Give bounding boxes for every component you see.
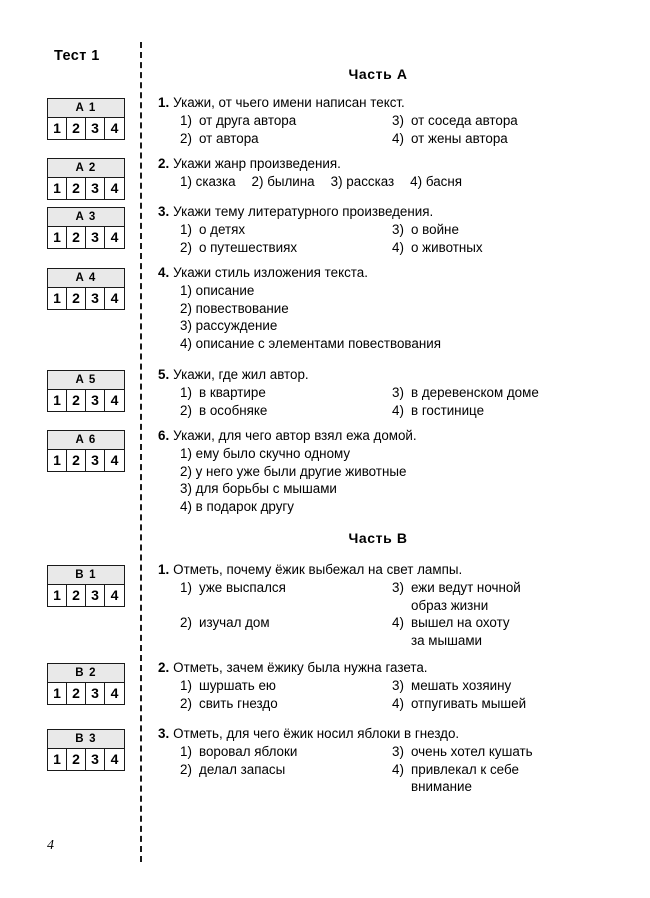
answer-option-cell[interactable]: 4 <box>110 452 119 468</box>
option-marker: 3) <box>392 744 404 759</box>
answer-option[interactable]: 4) в подарок другу <box>180 498 294 514</box>
question-number: 2. <box>158 660 170 675</box>
answer-option[interactable] <box>392 743 628 761</box>
question-options <box>158 445 628 515</box>
answer-option-cell[interactable]: 2 <box>67 118 86 139</box>
option-text: сказка <box>195 174 236 189</box>
question-b-1 <box>158 561 628 649</box>
option-row <box>180 743 628 761</box>
option-text: в деревенском доме <box>411 385 539 400</box>
answer-option[interactable] <box>180 174 236 189</box>
question-number: 4. <box>158 265 170 280</box>
answer-box-label: A 5 <box>48 371 124 390</box>
question-stem <box>158 155 628 172</box>
option-row <box>180 695 628 713</box>
question-a-4 <box>158 264 628 352</box>
option-marker: 1) <box>180 113 192 128</box>
option-marker: 4) <box>410 174 423 189</box>
question-a-2 <box>158 155 628 191</box>
option-text: шуршать ею <box>199 678 276 693</box>
option-text: рассказ <box>346 174 395 189</box>
option-marker: 3) <box>392 222 404 237</box>
answer-box-label: A 4 <box>48 269 124 288</box>
answer-option[interactable]: 3) рассуждение <box>180 318 278 333</box>
option-marker: 1) <box>180 222 192 237</box>
question-a-3 <box>158 203 628 256</box>
question-stem <box>158 659 628 676</box>
option-row <box>180 579 628 614</box>
part-heading-a: Часть А <box>348 66 408 82</box>
page-number: 4 <box>47 838 54 853</box>
answer-option[interactable]: 3) для борьбы с мышами <box>180 481 337 496</box>
answer-option-cell[interactable]: 2 <box>67 749 86 770</box>
answer-option[interactable] <box>180 614 392 649</box>
answer-box-b1[interactable] <box>47 565 125 607</box>
option-text: в квартире <box>199 385 266 400</box>
answer-box-label: B 3 <box>48 730 124 749</box>
answer-box-a6[interactable] <box>47 430 125 472</box>
option-text: вышел на охоту <box>411 615 510 630</box>
question-stem <box>158 366 628 383</box>
question-text: Укажи, от чьего имени написан текст. <box>173 95 405 110</box>
option-marker: 4) <box>392 130 404 146</box>
option-text: изучал дом <box>199 615 270 630</box>
option-marker: 3) <box>392 113 404 128</box>
option-marker: 2) <box>251 174 264 189</box>
question-text: Отметь, почему ёжик выбежал на свет лампы. <box>173 562 463 577</box>
answer-box-cells <box>48 390 124 411</box>
answer-option[interactable] <box>392 402 628 420</box>
answer-box-cells <box>48 288 124 309</box>
option-row <box>180 614 628 649</box>
answer-box-label: A 2 <box>48 159 124 178</box>
answer-box-cells <box>48 450 124 471</box>
answer-option[interactable]: 4) описание с элементами повествования <box>180 335 441 351</box>
answer-option[interactable] <box>392 761 628 796</box>
option-marker: 2) <box>180 130 192 146</box>
option-text: от соседа автора <box>411 113 518 128</box>
question-b-2 <box>158 659 628 712</box>
answer-box-cells <box>48 683 124 704</box>
answer-box-cells <box>48 227 124 248</box>
answer-box-label: A 3 <box>48 208 124 227</box>
answer-option[interactable] <box>180 239 392 257</box>
answer-option-cell[interactable]: 3 <box>86 178 105 199</box>
option-marker: 2) <box>180 402 192 418</box>
option-text: отпугивать мышей <box>411 695 527 711</box>
part-heading-b: Часть В <box>348 530 408 546</box>
option-row <box>180 112 628 130</box>
answer-option[interactable] <box>180 695 392 713</box>
option-marker: 4) <box>392 695 404 711</box>
answer-box-cells <box>48 178 124 199</box>
option-text: о путешествиях <box>199 239 298 255</box>
option-marker: 1) <box>180 744 192 759</box>
option-text: уже выспался <box>199 580 286 595</box>
answer-option-cell[interactable]: 3 <box>86 749 105 770</box>
question-number: 6. <box>158 428 170 443</box>
option-marker: 1) <box>180 174 192 189</box>
option-marker: 1) <box>180 580 192 595</box>
answer-option-cell[interactable]: 3 <box>86 585 105 606</box>
question-options <box>158 112 628 147</box>
question-b-3 <box>158 725 628 796</box>
option-marker: 2) <box>180 615 192 630</box>
question-a-5 <box>158 366 628 419</box>
answer-option-cell[interactable]: 4 <box>110 751 119 767</box>
question-stem <box>158 203 628 220</box>
answer-option[interactable] <box>180 221 392 239</box>
option-text: привлекал к себе <box>411 761 519 777</box>
option-text: от автора <box>199 130 259 146</box>
option-text: свить гнездо <box>199 695 278 711</box>
question-text: Отметь, для чего ёжик носил яблоки в гнездо. <box>173 726 460 741</box>
option-text: мешать хозяину <box>411 678 512 693</box>
option-row <box>180 402 628 420</box>
answer-box-cells <box>48 585 124 606</box>
answer-box-label: A 1 <box>48 99 124 118</box>
question-stem <box>158 94 628 111</box>
answer-option-cell[interactable]: 3 <box>86 288 105 309</box>
question-options <box>158 384 628 419</box>
question-number: 3. <box>158 204 170 219</box>
answer-option-cell[interactable]: 4 <box>110 180 119 196</box>
column-divider <box>140 42 142 862</box>
question-number: 1. <box>158 95 170 110</box>
option-text: о животных <box>411 239 483 255</box>
answer-option[interactable] <box>180 402 392 420</box>
answer-option[interactable]: 1) ему было скучно одному <box>180 446 351 461</box>
answer-option-cell[interactable]: 1 <box>48 683 67 704</box>
answer-option[interactable]: 2) у него уже были другие животные <box>180 463 407 479</box>
answer-option[interactable] <box>180 743 392 761</box>
answer-option-cell[interactable]: 4 <box>110 120 119 136</box>
option-row <box>180 384 628 402</box>
option-text: в гостинице <box>411 402 485 418</box>
option-text: басня <box>425 174 462 189</box>
answer-option[interactable]: 1) описание <box>180 283 255 298</box>
question-text: Укажи жанр произведения. <box>173 156 341 171</box>
option-text-continuation: за мышами <box>411 632 483 648</box>
question-text: Укажи, для чего автор взял ежа домой. <box>173 428 417 443</box>
answer-option-cell[interactable]: 4 <box>110 229 119 245</box>
option-marker: 3) <box>392 678 404 693</box>
option-text-continuation: образ жизни <box>411 597 489 613</box>
answer-box-cells <box>48 749 124 770</box>
answer-option-cell[interactable]: 2 <box>67 227 86 248</box>
answer-box-a5[interactable] <box>47 370 125 412</box>
answer-option-cell[interactable]: 1 <box>48 585 67 606</box>
option-marker: 2) <box>180 239 192 255</box>
question-number: 1. <box>158 562 170 577</box>
option-text: в особняке <box>199 402 268 418</box>
answer-option-cell[interactable]: 2 <box>67 178 86 199</box>
question-options <box>158 677 628 712</box>
answer-option[interactable] <box>392 239 628 257</box>
answer-option-cell[interactable]: 1 <box>48 288 67 309</box>
answer-option-cell[interactable]: 4 <box>110 587 119 603</box>
option-marker: 1) <box>180 385 192 400</box>
question-text: Укажи, где жил автор. <box>173 367 309 382</box>
answer-option-cell[interactable]: 3 <box>86 227 105 248</box>
question-number: 2. <box>158 156 170 171</box>
answer-box-label: B 1 <box>48 566 124 585</box>
option-row <box>180 130 628 148</box>
answer-option-cell[interactable]: 2 <box>67 288 86 309</box>
answer-option[interactable] <box>392 579 628 614</box>
answer-option[interactable] <box>331 174 395 189</box>
question-text: Укажи тему литературного произведения. <box>173 204 434 219</box>
option-marker: 4) <box>392 239 404 255</box>
answer-box-a3[interactable] <box>47 207 125 249</box>
answer-option[interactable] <box>392 221 628 239</box>
question-options <box>158 743 628 796</box>
option-text: очень хотел кушать <box>411 744 533 759</box>
answer-option-cell[interactable]: 4 <box>110 290 119 306</box>
answer-option[interactable] <box>180 677 392 695</box>
answer-option-cell[interactable]: 1 <box>48 178 67 199</box>
option-marker: 3) <box>392 385 404 400</box>
answer-box-a1[interactable] <box>47 98 125 140</box>
option-marker: 4) <box>392 761 404 777</box>
answer-option[interactable] <box>392 130 628 148</box>
answer-option[interactable] <box>392 384 628 402</box>
answer-option[interactable] <box>180 384 392 402</box>
option-text: о войне <box>411 222 459 237</box>
answer-box-cells <box>48 118 124 139</box>
answer-option-cell[interactable]: 3 <box>86 450 105 471</box>
answer-box-label: B 2 <box>48 664 124 683</box>
answer-option-cell[interactable]: 2 <box>67 450 86 471</box>
question-stem <box>158 725 628 742</box>
option-row <box>180 221 628 239</box>
option-marker: 3) <box>330 174 343 189</box>
answer-option-cell[interactable]: 2 <box>67 683 86 704</box>
option-text: от жены автора <box>411 130 508 146</box>
question-options <box>158 173 628 191</box>
answer-option-cell[interactable]: 1 <box>48 227 67 248</box>
answer-option-cell[interactable]: 1 <box>48 118 67 139</box>
question-number: 3. <box>158 726 170 741</box>
answer-option[interactable] <box>392 695 628 713</box>
answer-option[interactable] <box>180 130 392 148</box>
answer-box-a2[interactable] <box>47 158 125 200</box>
answer-box-a4[interactable] <box>47 268 125 310</box>
question-a-6 <box>158 427 628 515</box>
question-text: Отметь, зачем ёжику была нужна газета. <box>173 660 428 675</box>
option-text: от друга автора <box>199 113 297 128</box>
option-marker: 2) <box>180 761 192 777</box>
answer-option-cell[interactable]: 3 <box>86 390 105 411</box>
option-text: воровал яблоки <box>199 744 298 759</box>
answer-option[interactable] <box>180 579 392 614</box>
question-text: Укажи стиль изложения текста. <box>173 265 368 280</box>
option-row <box>180 761 628 796</box>
answer-option-cell[interactable]: 1 <box>48 390 67 411</box>
question-a-1 <box>158 94 628 147</box>
option-text: былина <box>267 174 315 189</box>
answer-option-cell[interactable]: 1 <box>48 450 67 471</box>
answer-option-cell[interactable]: 3 <box>86 118 105 139</box>
option-marker: 2) <box>180 695 192 711</box>
answer-option[interactable] <box>410 174 462 189</box>
option-row <box>180 677 628 695</box>
option-text: делал запасы <box>199 761 286 777</box>
answer-option[interactable] <box>180 761 392 796</box>
question-number: 5. <box>158 367 170 382</box>
answer-option[interactable] <box>392 677 628 695</box>
question-options <box>158 282 628 352</box>
answer-box-b2[interactable] <box>47 663 125 705</box>
answer-option-cell[interactable]: 2 <box>67 390 86 411</box>
answer-option[interactable] <box>392 112 628 130</box>
option-marker: 3) <box>392 580 404 595</box>
answer-option[interactable] <box>392 614 628 649</box>
answer-option-cell[interactable]: 4 <box>110 685 119 701</box>
option-text: ежи ведут ночной <box>411 580 521 595</box>
answer-box-b3[interactable] <box>47 729 125 771</box>
option-marker: 1) <box>180 678 192 693</box>
test-title: Тест 1 <box>54 48 100 64</box>
question-stem <box>158 561 628 578</box>
option-text: о детях <box>199 222 246 237</box>
option-marker: 4) <box>392 402 404 418</box>
answer-option[interactable]: 2) повествование <box>180 300 289 316</box>
answer-option[interactable] <box>180 112 392 130</box>
answer-option-cell[interactable]: 3 <box>86 683 105 704</box>
answer-option-cell[interactable]: 4 <box>110 392 119 408</box>
question-stem <box>158 427 628 444</box>
answer-option[interactable] <box>252 174 315 189</box>
option-text-continuation: внимание <box>411 779 472 794</box>
question-options <box>158 221 628 256</box>
answer-option-cell[interactable]: 2 <box>67 585 86 606</box>
answer-box-label: A 6 <box>48 431 124 450</box>
option-marker: 4) <box>392 615 404 630</box>
answer-option-cell[interactable]: 1 <box>48 749 67 770</box>
question-stem <box>158 264 628 281</box>
option-row <box>180 239 628 257</box>
question-options <box>158 579 628 649</box>
